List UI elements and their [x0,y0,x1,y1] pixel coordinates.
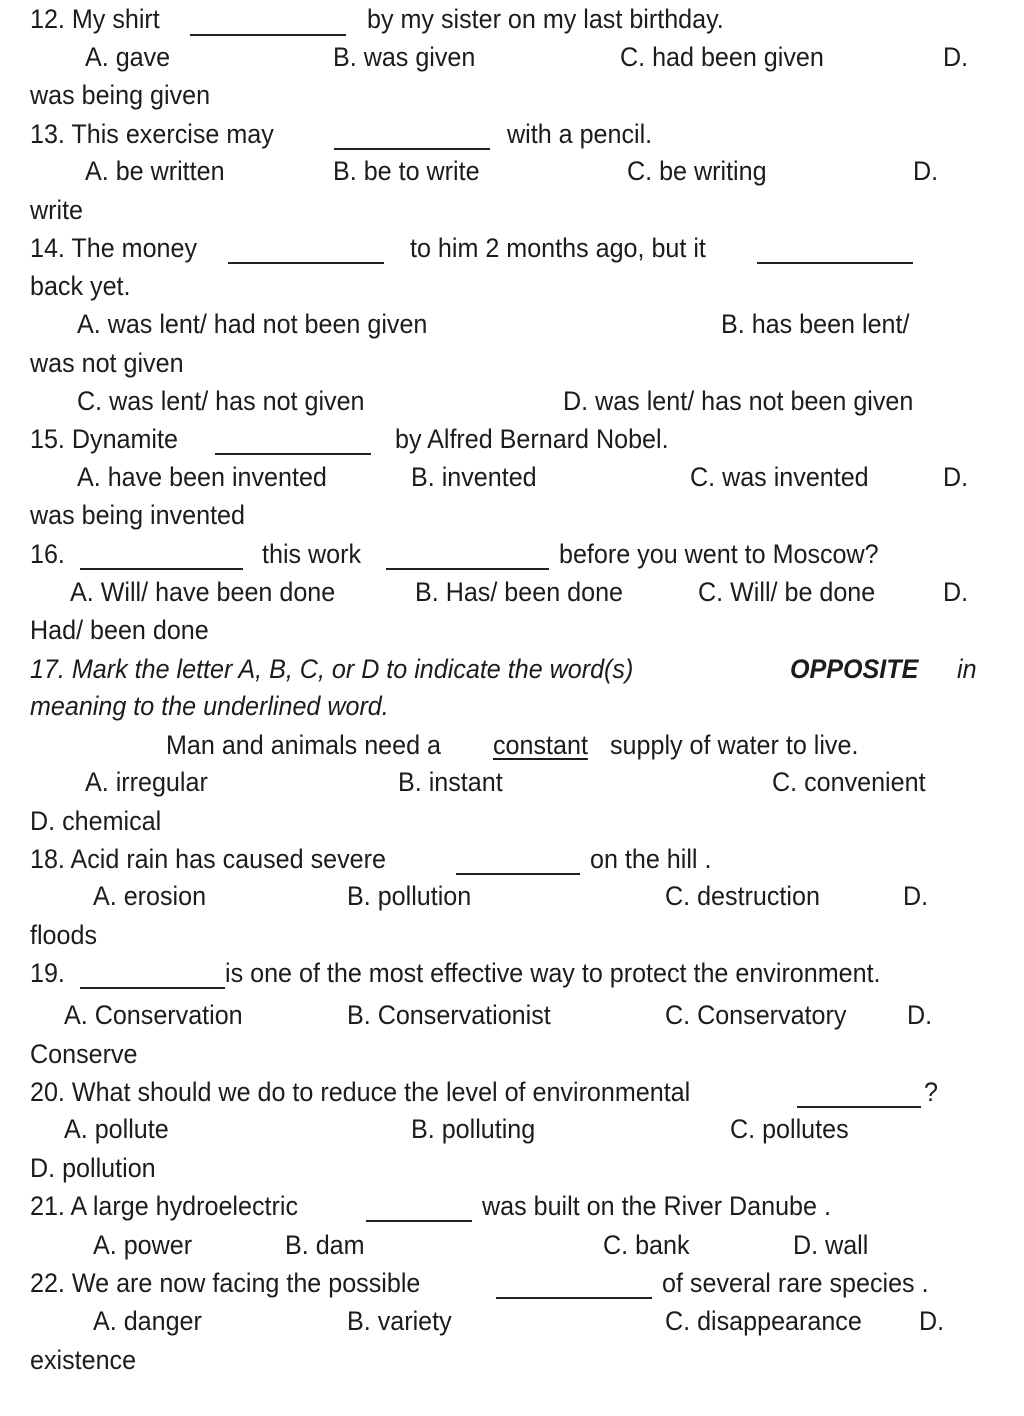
option-c: C. destruction [665,881,820,911]
question-stem: 16. [30,539,65,569]
example-sentence: supply of water to live. [610,730,859,760]
option-b: B. dam [285,1230,365,1260]
option-a: A. power [93,1230,193,1260]
option-d: D. chemical [30,806,162,836]
option-d: D. [943,577,969,607]
option-a: A. Will/ have been done [70,577,336,607]
option-d-text: existence [30,1345,137,1375]
option-c: C. pollutes [730,1114,849,1144]
option-c: C. Will/ be done [698,577,876,607]
question-stem: before you went to Moscow? [559,539,879,569]
question-stem: 20. What should we do to reduce the level of environmental [30,1077,691,1107]
option-d: D. [903,881,929,911]
option-b: B. Conservationist [347,1000,551,1030]
option-d-text: Had/ been done [30,615,209,645]
answer-blank [386,544,549,570]
option-b: B. pollution [347,881,472,911]
option-d-text: write [30,195,84,225]
question-stem: was built on the River Danube . [482,1191,831,1221]
option-b: B. has been lent/ [721,309,910,339]
answer-blank [80,963,225,989]
instruction-text: 17. Mark the letter A, B, C, or D to indicate the word(s) [30,654,634,684]
question-stem: is one of the most effective way to protect the environment. [225,958,881,988]
option-b: B. invented [411,462,537,492]
option-c: C. disappearance [665,1306,862,1336]
answer-blank [190,10,346,36]
question-stem: with a pencil. [507,119,653,149]
answer-blank [496,1273,652,1299]
answer-blank [215,429,371,455]
answer-blank [80,544,243,570]
question-stem: this work [262,539,362,569]
answer-blank [456,849,580,875]
question-stem: 13. This exercise may [30,119,274,149]
option-c: C. Conservatory [665,1000,847,1030]
question-stem-continued: back yet. [30,271,131,301]
question-stem: of several rare species . [662,1268,929,1298]
option-d: D. [907,1000,933,1030]
question-stem: ? [924,1077,938,1107]
question-stem: 19. [30,958,65,988]
answer-blank [797,1082,921,1108]
option-b-text: was not given [30,348,184,378]
option-d: D. [919,1306,945,1336]
option-a: A. gave [85,42,171,72]
question-stem: 14. The money [30,233,198,263]
answer-blank [757,238,913,264]
option-b: B. was given [333,42,476,72]
question-stem: 22. We are now facing the possible [30,1268,421,1298]
option-d: D. [913,156,939,186]
question-stem: 21. A large hydroelectric [30,1191,298,1221]
option-b: B. be to write [333,156,480,186]
question-stem: on the hill . [590,844,712,874]
option-b: B. Has/ been done [415,577,624,607]
answer-blank [228,238,384,264]
option-b: B. variety [347,1306,452,1336]
option-a: A. have been invented [77,462,327,492]
answer-blank [366,1196,472,1222]
question-stem: 12. My shirt [30,4,160,34]
option-b: B. instant [398,767,503,797]
option-d: D. wall [793,1230,869,1260]
question-stem: by my sister on my last birthday. [367,4,724,34]
option-d: D. was lent/ has not been given [563,386,914,416]
option-c: C. had been given [620,42,824,72]
question-stem: 15. Dynamite [30,424,178,454]
option-d-text: was being given [30,80,211,110]
option-a: A. was lent/ had not been given [77,309,428,339]
instruction-keyword: OPPOSITE [790,654,919,684]
option-a: A. pollute [64,1114,169,1144]
option-a: A. Conservation [64,1000,243,1030]
option-b: B. polluting [411,1114,536,1144]
option-c: C. was invented [690,462,869,492]
option-a: A. irregular [85,767,208,797]
option-d-text: Conserve [30,1039,138,1069]
option-d: D. [943,462,969,492]
underlined-word: constant [493,730,588,760]
option-c: C. was lent/ has not given [77,386,365,416]
option-c: C. bank [603,1230,690,1260]
instruction-text: meaning to the underlined word. [30,691,389,721]
option-a: A. erosion [93,881,207,911]
option-c: C. be writing [627,156,767,186]
option-d-text: floods [30,920,98,950]
question-stem: to him 2 months ago, but it [410,233,706,263]
answer-blank [334,124,490,150]
option-a: A. be written [85,156,225,186]
option-d: D. [943,42,969,72]
question-stem: 18. Acid rain has caused severe [30,844,386,874]
question-stem: by Alfred Bernard Nobel. [395,424,669,454]
option-d: D. pollution [30,1153,156,1183]
option-d-text: was being invented [30,500,245,530]
option-a: A. danger [93,1306,202,1336]
option-c: C. convenient [772,767,926,797]
instruction-text: in [957,654,977,684]
example-sentence: Man and animals need a [166,730,442,760]
